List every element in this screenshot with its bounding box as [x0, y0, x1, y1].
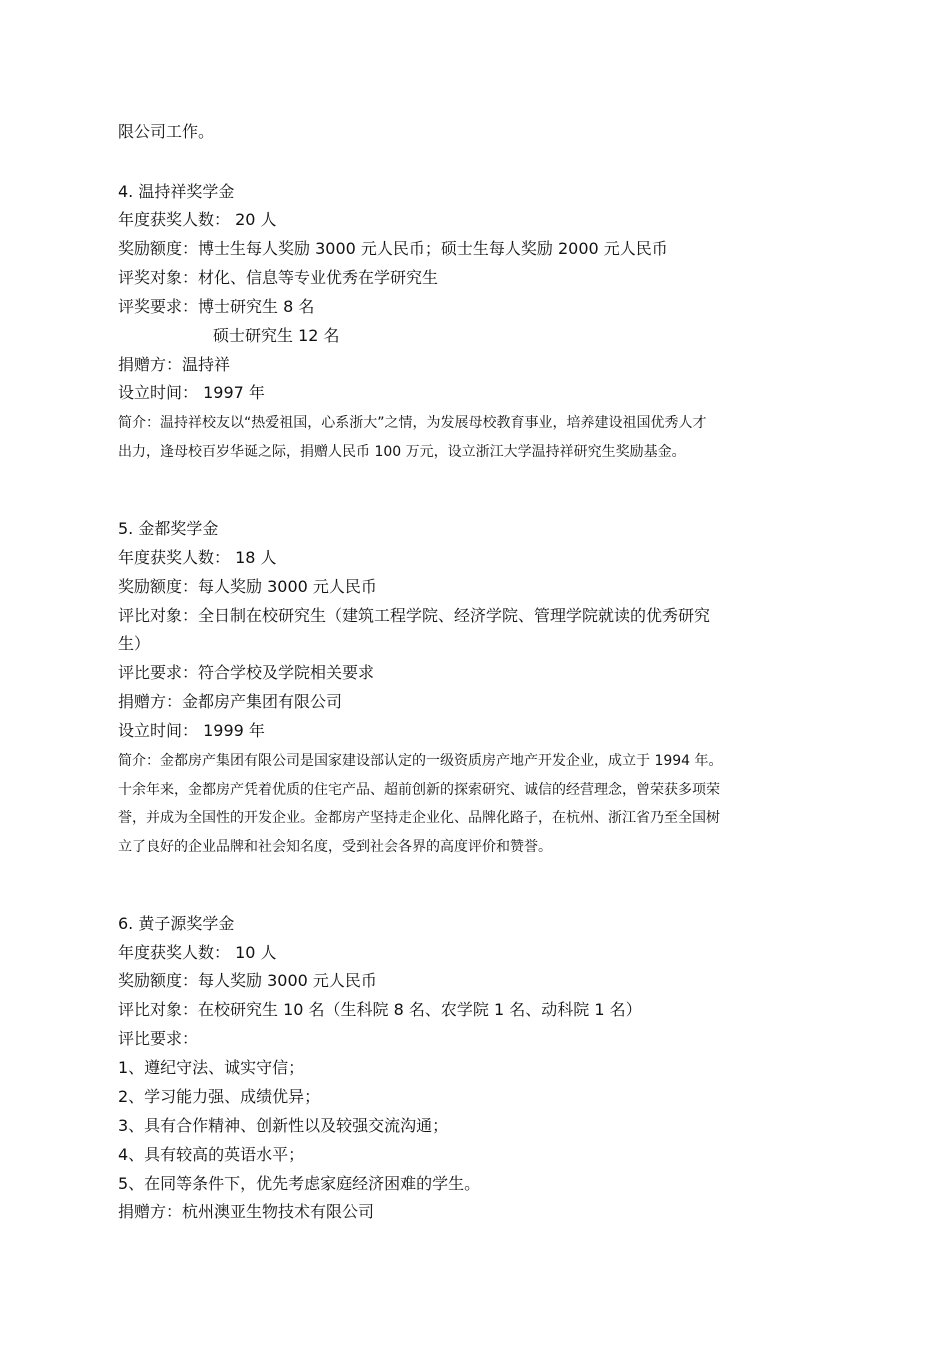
intro-line: 誉，并成为全国性的开发企业。金都房产坚持走企业化、品牌化路子，在杭州、浙江省乃至全国树 — [118, 810, 720, 826]
award-amount: 奖励额度：每人奖励 3000 元人民币 — [118, 971, 377, 990]
donor: 捐赠方：金都房产集团有限公司 — [118, 692, 343, 711]
section-heading-5: 5. 金都奖学金 — [118, 519, 219, 538]
intro-line: 简介：金都房产集团有限公司是国家建设部认定的一级资质房产地产开发企业，成立于 1994 年。 — [118, 753, 723, 769]
section-heading-4: 4. 温持祥奖学金 — [118, 182, 235, 201]
intro-line: 出力，逢母校百岁华诞之际，捐赠人民币 100 万元，设立浙江大学温持祥研究生奖励基金。 — [118, 444, 686, 460]
award-requirement: 评比要求： — [118, 1029, 199, 1048]
intro-line: 十余年来，金都房产凭着优质的住宅产品、超前创新的探索研究、诚信的经营理念，曾荣获多项荣 — [118, 782, 720, 798]
intro-line: 简介：温持祥校友以“热爱祖国，心系浙大”之情，为发展母校教育事业，培养建设祖国优秀人才 — [118, 415, 707, 431]
award-target-cont: 生） — [118, 634, 151, 653]
intro-line: 立了良好的企业品牌和社会知名度，受到社会各界的高度评价和赞誉。 — [118, 839, 552, 855]
annual-recipients: 年度获奖人数： 10 人 — [118, 943, 277, 962]
award-requirement: 评比要求：符合学校及学院相关要求 — [118, 663, 375, 682]
award-amount: 奖励额度：博士生每人奖励 3000 元人民币；硕士生每人奖励 2000 元人民币 — [118, 239, 668, 258]
requirement-item: 5、在同等条件下，优先考虑家庭经济困难的学生。 — [118, 1174, 481, 1193]
requirement-item: 3、具有合作精神、创新性以及较强交流沟通； — [118, 1116, 449, 1135]
established-time: 设立时间： 1999 年 — [118, 721, 265, 740]
award-target: 评奖对象：材化、信息等专业优秀在学研究生 — [118, 268, 439, 287]
established-time: 设立时间： 1997 年 — [118, 383, 265, 402]
award-target: 评比对象：在校研究生 10 名（生科院 8 名、农学院 1 名、动科院 1 名） — [118, 1000, 642, 1019]
award-requirement: 评奖要求：博士研究生 8 名 — [118, 297, 315, 316]
donor: 捐赠方：杭州澳亚生物技术有限公司 — [118, 1202, 375, 1221]
section-heading-6: 6. 黄子源奖学金 — [118, 914, 235, 933]
requirement-item: 2、学习能力强、成绩优异； — [118, 1087, 321, 1106]
annual-recipients: 年度获奖人数： 18 人 — [118, 548, 277, 567]
requirement-item: 4、具有较高的英语水平； — [118, 1145, 305, 1164]
requirement-item: 1、遵纪守法、诚实守信； — [118, 1058, 305, 1077]
donor: 捐赠方：温持祥 — [118, 355, 231, 374]
award-target: 评比对象：全日制在校研究生（建筑工程学院、经济学院、管理学院就读的优秀研究 — [118, 606, 711, 625]
award-amount: 奖励额度：每人奖励 3000 元人民币 — [118, 577, 377, 596]
award-requirement-cont: 硕士研究生 12 名 — [213, 326, 340, 345]
annual-recipients: 年度获奖人数： 20 人 — [118, 210, 277, 229]
continuation-text: 限公司工作。 — [118, 122, 215, 141]
